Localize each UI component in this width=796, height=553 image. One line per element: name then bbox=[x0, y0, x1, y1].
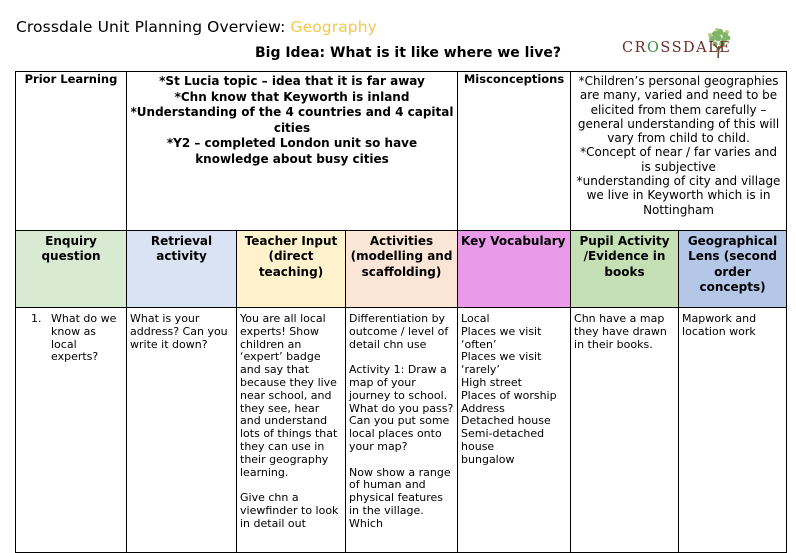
header-enquiry-question: Enquiry question bbox=[16, 231, 127, 308]
vocabulary-item: bungalow bbox=[461, 452, 515, 466]
misconception-item: *Children’s personal geographies are many, varied and need to be elicited from them carefully – general understanding of this will vary from child to child. bbox=[577, 74, 780, 146]
document-title bbox=[16, 18, 377, 36]
vocabulary-item: Places of worship bbox=[461, 388, 557, 402]
prior-learning-row bbox=[16, 72, 787, 231]
pupil-activity-text: Chn have a map they have drawn in their books. bbox=[574, 312, 667, 351]
prior-item: *Understanding of the 4 countries and 4 capital cities bbox=[130, 105, 454, 135]
enquiry-text: What do we know as local experts? bbox=[51, 312, 117, 364]
header-geographical-lens: Geographical Lens (second order concepts) bbox=[679, 231, 787, 308]
title-prefix: Crossdale Unit Planning Overview: bbox=[16, 18, 291, 36]
list-item bbox=[19, 313, 123, 364]
vocabulary-item: Semi-detached house bbox=[461, 427, 545, 453]
planning-table bbox=[15, 71, 787, 553]
logo-wordmark: CROSSDALE bbox=[622, 40, 732, 56]
vocabulary-item: High street bbox=[461, 375, 522, 389]
vocabulary-item: Places we visit ‘rarely’ bbox=[461, 350, 542, 377]
retrieval-cell bbox=[127, 308, 237, 553]
teacher-input-cell bbox=[237, 308, 346, 553]
geographical-lens-cell bbox=[679, 308, 787, 553]
misconceptions-label: Misconceptions bbox=[458, 72, 571, 231]
retrieval-text: What is your address? Can you write it down? bbox=[130, 312, 228, 351]
lesson-row bbox=[16, 308, 787, 553]
header-retrieval-activity: Retrieval activity bbox=[127, 231, 237, 308]
title-subject: Geography bbox=[290, 18, 377, 36]
list-number: 1. bbox=[31, 312, 42, 325]
header-activities: Activities (modelling and scaffolding) bbox=[346, 231, 458, 308]
enquiry-cell bbox=[16, 308, 127, 553]
activities-text: Differentiation by outcome / level of detail chn use bbox=[349, 312, 449, 351]
teacher-input-text: You are all local experts! Show children an ‘expert’ badge and say that because they live near school, and they see, hear and understand lots of things that they can use in their geography learning. bbox=[240, 312, 338, 479]
vocabulary-item: Address bbox=[461, 401, 505, 415]
column-header-row bbox=[16, 231, 787, 308]
prior-learning-label: Prior Learning bbox=[16, 72, 127, 231]
prior-item: *St Lucia topic – idea that it is far away bbox=[159, 74, 425, 88]
vocabulary-cell bbox=[458, 308, 571, 553]
pupil-activity-cell bbox=[571, 308, 679, 553]
vocabulary-item: Local bbox=[461, 312, 490, 325]
header-pupil-activity: Pupil Activity /Evidence in books bbox=[571, 231, 679, 308]
misconceptions-content bbox=[571, 72, 787, 231]
header-key-vocabulary: Key Vocabulary bbox=[458, 231, 571, 308]
prior-item: *Chn know that Keyworth is inland bbox=[174, 89, 410, 104]
header-teacher-input: Teacher Input (direct teaching) bbox=[237, 231, 346, 308]
vocabulary-item: Places we visit ‘often’ bbox=[461, 324, 542, 351]
prior-item: *Y2 – completed London unit so have knowledge about busy cities bbox=[166, 136, 418, 166]
activities-text: Activity 1: Draw a map of your journey to school. What do you pass? Can you put some local places onto your map? bbox=[349, 363, 454, 453]
geographical-lens-text: Mapwork and location work bbox=[682, 312, 757, 338]
activities-cell bbox=[346, 308, 458, 553]
prior-learning-content bbox=[127, 72, 458, 231]
activities-text: Now show a range of human and physical features in the village. Which bbox=[349, 465, 451, 530]
teacher-input-text: Give chn a viewfinder to look in detail out bbox=[240, 491, 339, 530]
big-idea-heading: Big Idea: What is it like where we live? bbox=[254, 45, 562, 61]
vocabulary-item: Detached house bbox=[461, 414, 551, 428]
misconception-item: *understanding of city and village we live in Keyworth which is in Nottingham bbox=[576, 174, 781, 217]
misconception-item: *Concept of near / far varies and is subjective bbox=[580, 145, 777, 174]
school-logo bbox=[618, 26, 733, 66]
